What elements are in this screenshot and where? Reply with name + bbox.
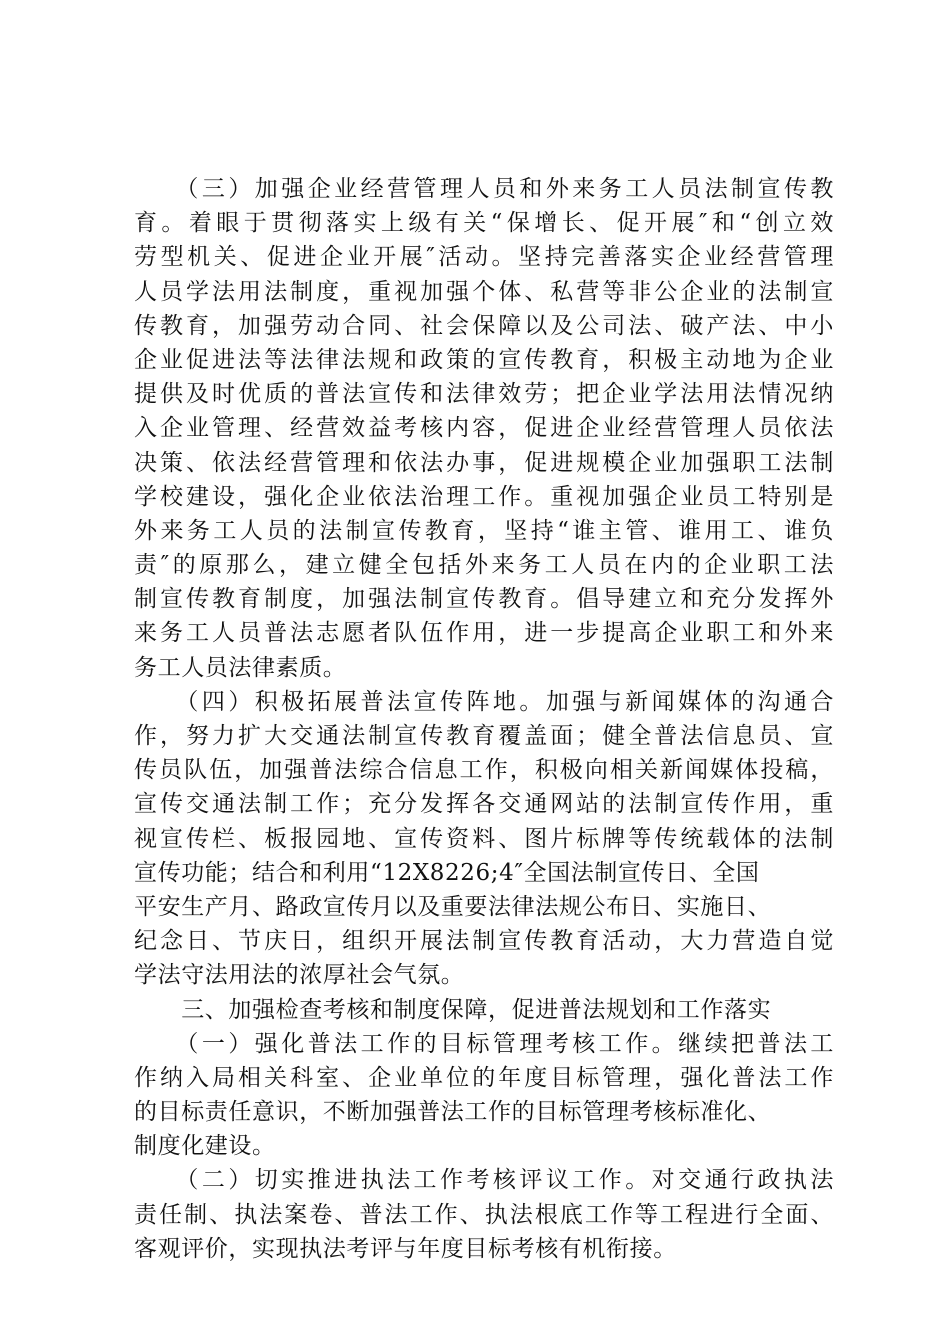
text-line: （三）加强企业经营管理人员和外来务工人员法制宣传教 bbox=[134, 176, 834, 202]
text-line: 纪念日、节庆日，组织开展法制宣传教育活动，大力营造自觉 bbox=[134, 928, 834, 955]
text-line: 提供及时优质的普法宣传和法律效劳；把企业学法用法情况纳 bbox=[134, 381, 834, 408]
text-line: 作，努力扩大交通法制宣传教育覆盖面；健全普法信息员、宣 bbox=[134, 723, 834, 749]
text-line: （二）切实推进执法工作考核评议工作。对交通行政执法 bbox=[134, 1167, 834, 1194]
text-line: 企业促进法等法律法规和政策的宣传教育，积极主动地为企业 bbox=[134, 346, 834, 373]
text-line: 人员学法用法制度，重视加强个体、私营等非公企业的法制宣 bbox=[134, 278, 834, 305]
text-line: 制度化建设。 bbox=[134, 1133, 276, 1160]
section-heading: 三、加强检查考核和制度保障，促进普法规划和工作落实 bbox=[134, 996, 772, 1023]
text-line: 传教育，加强劳动合同、社会保障以及公司法、破产法、中小 bbox=[134, 312, 834, 339]
text-line: 来务工人员普法志愿者队伍作用，进一步提高企业职工和外来 bbox=[134, 620, 834, 647]
text-line: 视宣传栏、板报园地、宣传资料、图片标牌等传统载体的法制 bbox=[134, 825, 834, 852]
text-line: 学校建设，强化企业依法治理工作。重视加强企业员工特别是 bbox=[134, 483, 834, 510]
text-line: 责任制、执法案卷、普法工作、执法根底工作等工程进行全面、 bbox=[134, 1201, 834, 1228]
text-line: 平安生产月、路政宣传月以及重要法律法规公布日、实施日、 bbox=[134, 893, 772, 920]
text-line: 客观评价，实现执法考评与年度目标考核有机衔接。 bbox=[134, 1235, 677, 1262]
text-line: 学法守法用法的浓厚社会气氛。 bbox=[134, 962, 465, 989]
text-line: 的目标责任意识，不断加强普法工作的目标管理考核标准化、 bbox=[134, 1099, 772, 1126]
text-line: （一）强化普法工作的目标管理考核工作。继续把普法工 bbox=[134, 1030, 834, 1057]
text-line: 制宣传教育制度，加强法制宣传教育。倡导建立和充分发挥外 bbox=[134, 586, 834, 613]
text-line: 宣传功能；结合和利用“12X8226;4″全国法制宣传日、全国 bbox=[134, 859, 760, 886]
text-line: 外来务工人员的法制宣传教育，坚持“谁主管、谁用工、谁负 bbox=[134, 517, 834, 544]
text-line: 务工人员法律素质。 bbox=[134, 654, 347, 681]
text-line: 传员队伍，加强普法综合信息工作，积极向相关新闻媒体投稿， bbox=[134, 757, 834, 784]
text-line: 责″的原那么，建立健全包括外来务工人员在内的企业职工法 bbox=[134, 552, 834, 579]
text-line: 劳型机关、促进企业开展″活动。坚持完善落实企业经营管理 bbox=[134, 244, 834, 271]
text-line: 育。着眼于贯彻落实上级有关“保增长、促开展″和“创立效 bbox=[134, 210, 834, 237]
text-line: 宣传交通法制工作；充分发挥各交通网站的法制宣传作用，重 bbox=[134, 791, 834, 818]
text-line: 决策、依法经营管理和依法办事，促进规模企业加强职工法制 bbox=[134, 449, 834, 476]
text-line: 入企业管理、经营效益考核内容，促进企业经营管理人员依法 bbox=[134, 415, 834, 442]
text-line: 作纳入局相关科室、企业单位的年度目标管理，强化普法工作 bbox=[134, 1064, 834, 1091]
text-line: （四）积极拓展普法宣传阵地。加强与新闻媒体的沟通合 bbox=[134, 688, 834, 715]
document-body bbox=[134, 172, 834, 1266]
